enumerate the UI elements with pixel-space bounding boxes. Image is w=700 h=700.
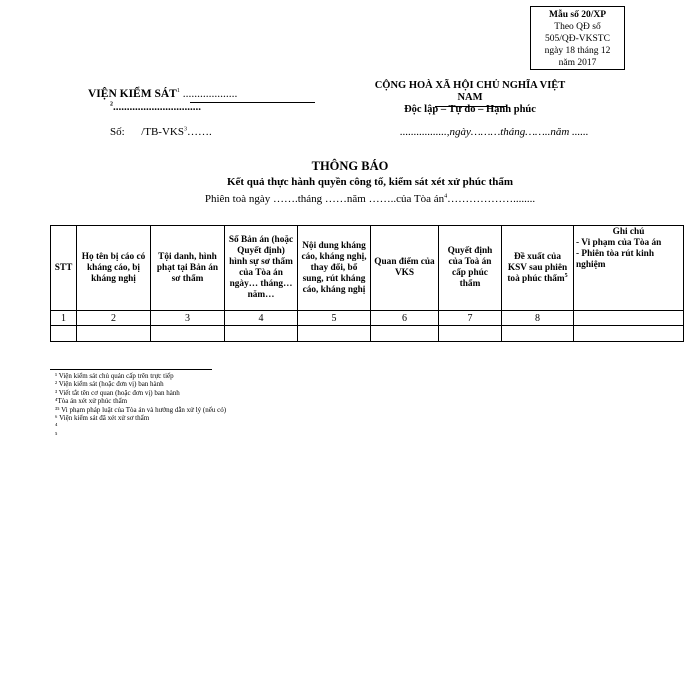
document-number-placeholder: ……. xyxy=(186,126,212,138)
issuing-unit-placeholder: ................................ xyxy=(113,101,201,113)
footnote-separator xyxy=(50,369,212,370)
issuing-unit-footnote-mark: 2 xyxy=(110,101,113,108)
document-number xyxy=(110,126,212,138)
session-footnote-mark: 4 xyxy=(444,193,448,200)
header-vks-view: Quan điểm của VKS xyxy=(371,226,439,311)
header-notes xyxy=(574,226,684,311)
form-decision-number: 505/QĐ-VKSTC xyxy=(545,34,610,44)
footnote: ⁴ xyxy=(55,422,58,431)
footnote: ² Viện kiểm sát (hoặc đơn vị) ban hành xyxy=(55,380,164,389)
table-row xyxy=(51,326,684,342)
motto-underline xyxy=(435,106,507,107)
table-cell xyxy=(439,326,502,342)
column-number: 6 xyxy=(371,311,439,326)
document-number-code: /TB-VKS xyxy=(141,126,184,138)
column-number: 1 xyxy=(51,311,77,326)
ksv-proposal-footnote-mark: 5 xyxy=(564,272,568,279)
table-cell xyxy=(225,326,298,342)
table-cell xyxy=(151,326,225,342)
table-cell xyxy=(298,326,371,342)
ksv-proposal-text: Đề xuất của KSV sau phiên toà phúc thẩm xyxy=(507,251,568,284)
session-line xyxy=(0,193,700,205)
note-lessons: - Phiên tòa rút kinh nghiệm xyxy=(576,249,655,270)
column-number: 5 xyxy=(298,311,371,326)
header-court-decision: Quyết định của Toà án cấp phúc thẩm xyxy=(439,226,502,311)
column-number: 4 xyxy=(225,311,298,326)
column-number: 2 xyxy=(77,311,151,326)
header-ksv-proposal xyxy=(502,226,574,311)
note-court-violation: - Vi phạm của Tòa án xyxy=(576,238,662,248)
footnote: ³ Viết tắt tên cơ quan (hoặc đơn vị) ban hành xyxy=(55,388,180,397)
header-stt: STT xyxy=(51,226,77,311)
form-number: Mẫu số 20/XP xyxy=(549,10,606,20)
agency-label: VIỆN KIỂM SÁT xyxy=(88,88,177,100)
agency-placeholder: ................... xyxy=(179,88,238,100)
results-table xyxy=(50,225,684,342)
table-cell xyxy=(502,326,574,342)
form-decision-date: ngày 18 tháng 12 xyxy=(544,46,611,56)
agency-footnote-mark: 1 xyxy=(176,88,180,95)
national-header xyxy=(370,80,570,116)
footnote: ⁴Tòa án xét xử phúc thẩm xyxy=(55,397,128,406)
document-number-footnote-mark: 3 xyxy=(183,126,187,133)
footnote: ¹ Viện kiểm sát chủ quản cấp trên trực tiếp xyxy=(55,372,174,380)
footnotes xyxy=(55,372,226,439)
country-name: CỘNG HOÀ XÃ HỘI CHỦ NGHĨA VIỆT NAM xyxy=(374,80,566,103)
column-number: 7 xyxy=(439,311,502,326)
table-cell xyxy=(51,326,77,342)
session-text: Phiên toà ngày …….tháng ……năm ……..của Tòa án xyxy=(204,193,445,205)
footnote: ³⁵ Vi phạm pháp luật của Tòa án và hướng dẫn xử lý (nếu có) xyxy=(55,405,227,414)
form-decision-year: năm 2017 xyxy=(558,58,597,68)
table-cell xyxy=(77,326,151,342)
agency-name xyxy=(88,88,237,100)
footnote: ⁶ Viện kiểm sát đã xét xử sơ thẩm xyxy=(55,414,150,423)
column-number: 3 xyxy=(151,311,225,326)
table-cell xyxy=(371,326,439,342)
session-placeholder: ………………........ xyxy=(447,193,536,205)
table-cell xyxy=(574,326,684,342)
document-subtitle: Kết quả thực hành quyền công tố, kiểm sát xét xử phúc thẩm xyxy=(226,176,514,188)
column-number: 8 xyxy=(502,311,574,326)
column-number-row xyxy=(51,311,684,326)
document-title: THÔNG BÁO xyxy=(311,159,389,173)
issuing-unit xyxy=(110,101,201,113)
agency-underline xyxy=(190,102,315,103)
form-number-box xyxy=(530,6,625,70)
header-verdict-number: Số Bản án (hoặc Quyết định) hình sự sơ thẩm của Tòa án ngày… tháng… năm… xyxy=(225,226,298,311)
document-number-label: Số: xyxy=(110,126,125,138)
footnote: ⁵ xyxy=(55,430,58,439)
header-appeal-content: Nội dung kháng cáo, kháng nghị, thay đổi, bổ sung, rút kháng cáo, kháng nghị xyxy=(298,226,371,311)
header-defendant-name: Họ tên bị cáo có kháng cáo, bị kháng nghị xyxy=(77,226,151,311)
national-motto: Độc lập – Tự do – Hạnh phúc xyxy=(404,104,536,115)
header-charge: Tội danh, hình phạt tại Bản án sơ thẩm xyxy=(151,226,225,311)
form-reference: Theo QĐ số xyxy=(554,22,601,32)
document-date: .................,ngày………tháng……..năm ...... xyxy=(400,126,589,138)
table-header-row xyxy=(51,226,684,311)
notes-title: Ghi chú xyxy=(612,227,645,237)
column-number xyxy=(574,311,684,326)
